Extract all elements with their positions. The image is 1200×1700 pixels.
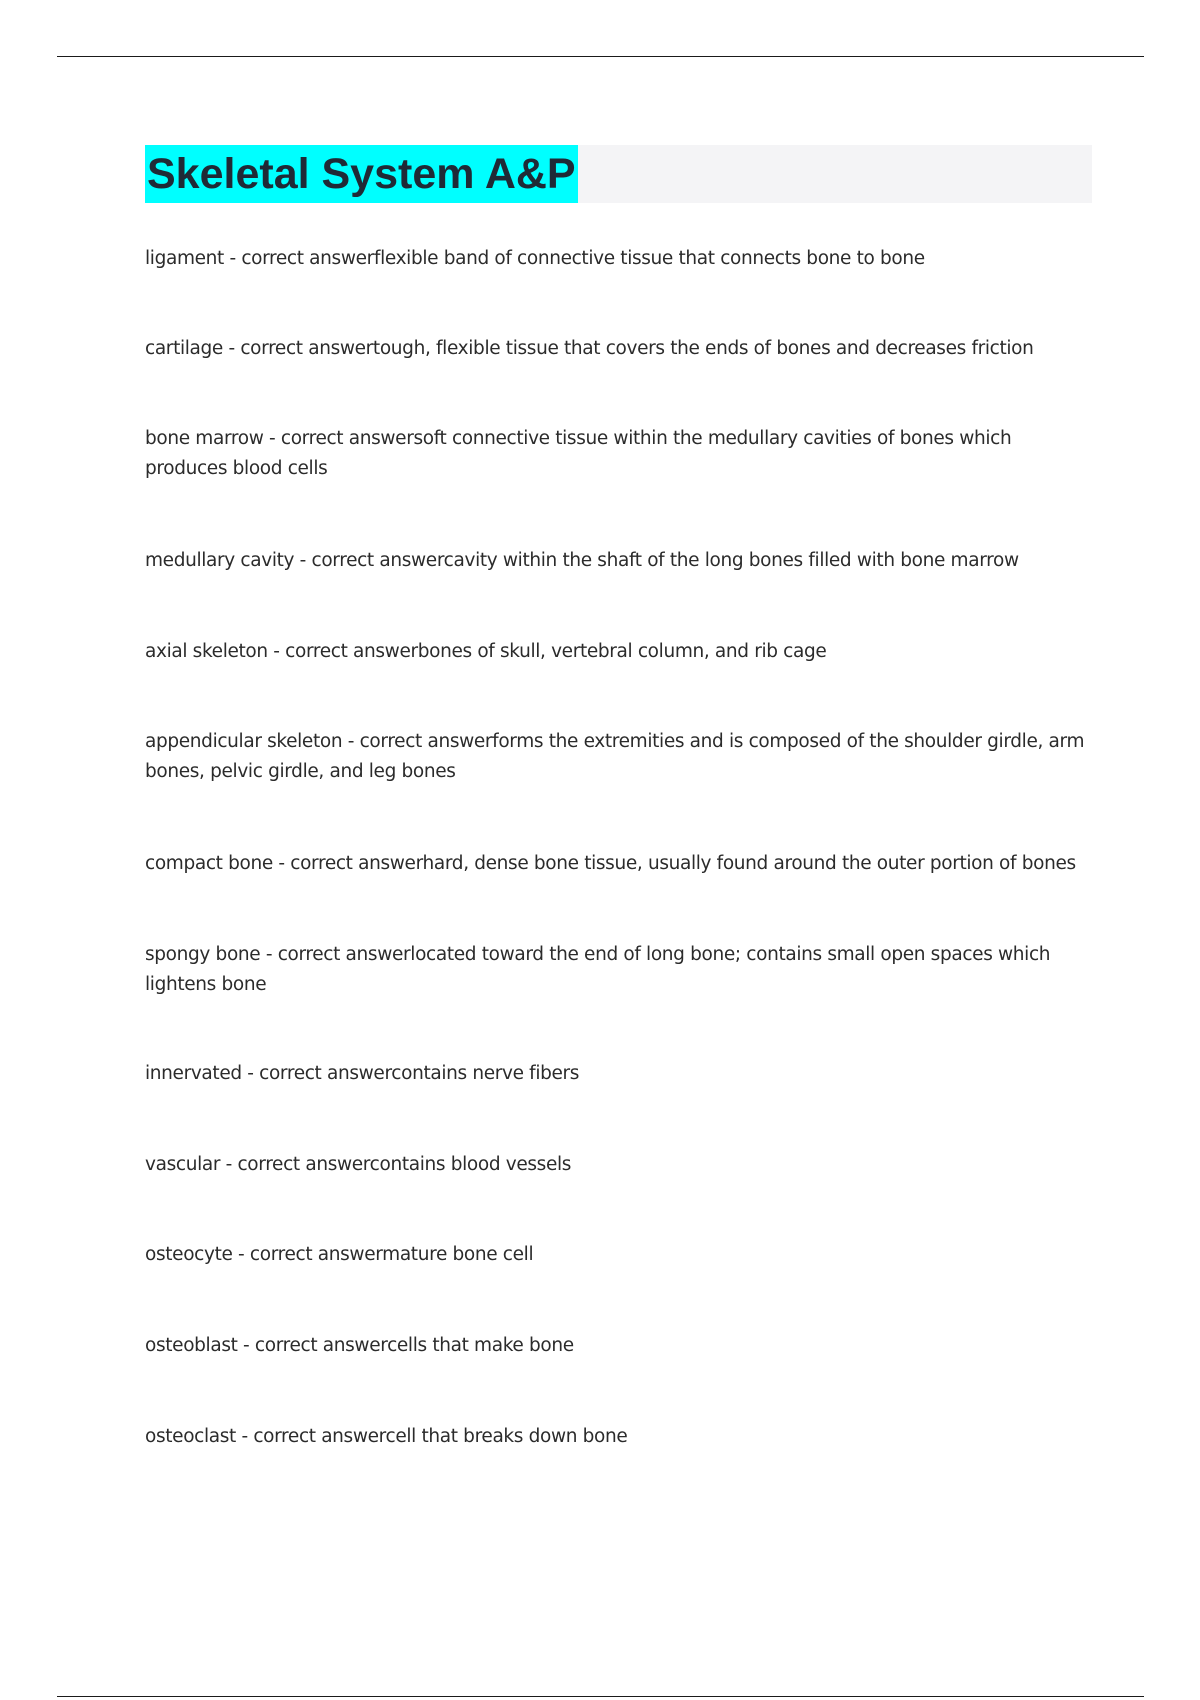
flashcard-entry-cartilage: cartilage - correct answertough, flexible tissue that covers the ends of bones and decreases friction bbox=[145, 338, 1034, 359]
document-title: Skeletal System A&P bbox=[145, 145, 578, 203]
flashcard-entry-osteoblast: osteoblast - correct answercells that make bone bbox=[145, 1335, 574, 1356]
flashcard-entry-medullary-cavity: medullary cavity - correct answercavity within the shaft of the long bones filled with bone marrow bbox=[145, 550, 1019, 571]
footer-rule bbox=[57, 1696, 1144, 1697]
flashcard-entry-bone-marrow: bone marrow - correct answersoft connective tissue within the medullary cavities of bones which produces blood cells bbox=[145, 428, 1012, 479]
flashcard-entry-osteocyte: osteocyte - correct answermature bone cell bbox=[145, 1244, 534, 1265]
header-rule bbox=[57, 56, 1144, 57]
flashcard-entry-spongy-bone: spongy bone - correct answerlocated toward the end of long bone; contains small open spaces which lightens bone bbox=[145, 944, 1051, 995]
flashcard-entry-compact-bone: compact bone - correct answerhard, dense bone tissue, usually found around the outer portion of bones bbox=[145, 853, 1076, 874]
flashcard-entry-innervated: innervated - correct answercontains nerve fibers bbox=[145, 1063, 580, 1084]
flashcard-entry-axial-skeleton: axial skeleton - correct answerbones of skull, vertebral column, and rib cage bbox=[145, 641, 827, 662]
flashcard-entry-vascular: vascular - correct answercontains blood vessels bbox=[145, 1154, 572, 1175]
flashcard-entry-ligament: ligament - correct answerflexible band of connective tissue that connects bone to bone bbox=[145, 248, 925, 269]
flashcard-entry-osteoclast: osteoclast - correct answercell that breaks down bone bbox=[145, 1426, 628, 1447]
flashcard-entry-appendicular-skeleton: appendicular skeleton - correct answerforms the extremities and is composed of the shoulder girdle, arm bones, pelvic girdle, and leg bones bbox=[145, 731, 1085, 782]
